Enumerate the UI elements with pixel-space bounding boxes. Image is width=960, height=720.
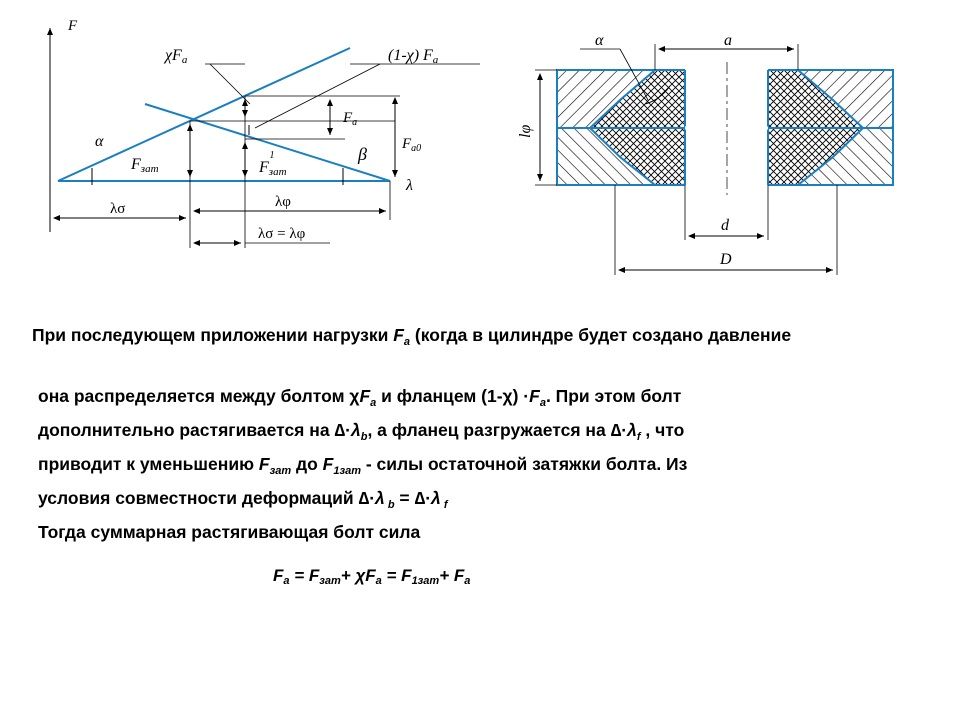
- d-dimension-label: d: [721, 217, 729, 234]
- lambda-sigma-label: λσ: [110, 201, 126, 217]
- lambda-axis-label: λ: [406, 177, 413, 194]
- chi-fa-label: χFa: [165, 47, 188, 66]
- text-line-3: приводит к уменьшению $F_{зат}$ до $F_{1зат}$ - силы остаточной затяжки болта. Из: [38, 454, 688, 477]
- alpha-label: α: [95, 133, 104, 150]
- text-line-4: условия совместности деформаций ∆·λ $_b$ = ∆·λ $_f$: [38, 488, 448, 511]
- lambda-phi-label: λφ: [275, 194, 291, 210]
- beta-label: β: [358, 144, 367, 164]
- f1zat-label: Fзат1: [259, 150, 287, 178]
- intro-paragraph: При последующем приложении нагрузки $F_a$ (когда в цилиндре будет создано давление: [32, 325, 792, 348]
- fa0-label: $F_{a0}$: [402, 136, 422, 154]
- text-line-5: Тогда суммарная растягивающая болт сила: [38, 522, 421, 542]
- one-minus-chi-fa-label: (1-χ) Fa: [388, 47, 439, 66]
- fzat-label: Fзат: [131, 156, 159, 175]
- D-dimension-label: D: [720, 251, 732, 268]
- alpha-angle-label: α: [595, 32, 604, 49]
- flange-joint-section: [0, 0, 960, 300]
- f-axis-label: F: [68, 18, 78, 34]
- text-line-2: дополнительно растягивается на $\Delta\cdot\lambda_b$, а фланец разгружается на $\Delta\cdot\lambda_f$ , что: [38, 420, 685, 443]
- text-line-1: она распределяется между болтом $\chi F_a$ и фланцем $(1-\chi) \cdot F_a$. При этом болт: [38, 386, 682, 409]
- total-force-formula: $F_a = F_{зат}+ \chi F_a = F_{1зат}+ F_a$: [273, 566, 471, 587]
- l-phi-label: lφ: [517, 124, 534, 138]
- fa-label: $F_a$: [343, 110, 358, 128]
- lambda-equal-label: λσ = λφ: [258, 226, 306, 242]
- a-dimension-label: a: [724, 32, 732, 49]
